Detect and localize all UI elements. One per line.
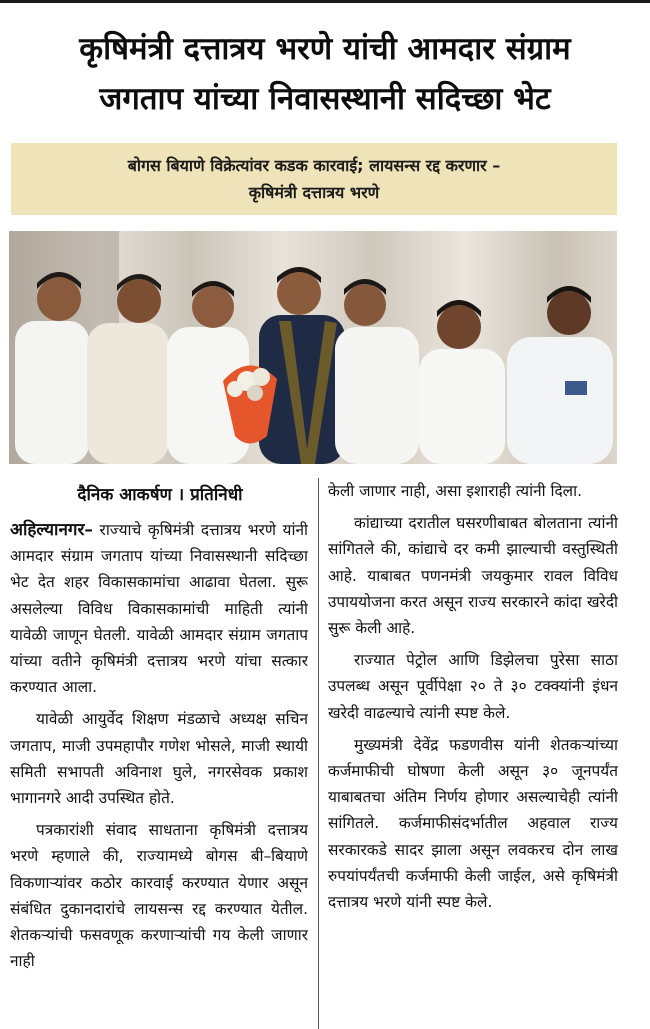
headline-line-1: कृषिमंत्री दत्तात्रय भरणे यांची आमदार संग्राम — [79, 31, 571, 67]
article-paragraph: केली जाणार नाही, असा इशाराही त्यांनी दिला. — [328, 482, 582, 500]
article-paragraph: कांद्याच्या दरातील घसरणीबाबत बोलताना त्यांनी सांगितले की, कांद्याचे दर कमी झाल्याची वस्तुस्थिती आहे. याबाबत पणनमंत्री जयकुमार रावल विविध उपाययोजना करत असून राज्य सरकारने कांदा खरेदी सुरू केली आहे. — [328, 514, 618, 638]
paragraph-text: राज्याचे कृषिमंत्री दत्तात्रय भरणे यांनी आमदार संग्राम जगताप यांच्या निवासस्थानी सदिच्छा भेट देत शहर विकासकामांचा आढावा घेतला. सुरू असलेल्या विविध विकासकामांची माहिती त्यांनी यावेळी जाणून घेतली. यावेळी आमदार संग्राम जगताप यांच्या वतीने कृषिमंत्री दत्तात्रय भरणे यांचा सत्कार करण्यात आला. — [10, 521, 308, 697]
group-photo — [9, 231, 617, 464]
top-rule — [0, 0, 650, 3]
article-column-2 — [328, 478, 618, 1029]
article-paragraph: मुख्यमंत्री देवेंद्र फडणवीस यांनी शेतकऱ्यांच्या कर्जमाफीची घोषणा केली असून ३० जूनपर्यंत याबाबतचा अंतिम निर्णय होणार असल्याचेही त्यांनी सांगितले. कर्जमाफीसंदर्भातील अहवाल राज्य सरकारकडे सादर झाला असून लवकरच दोन लाख रुपयांपर्यंतची कर्जमाफी केली जाईल, असे कृषिमंत्री दत्तात्रय भरणे यांनी स्पष्ट केले. — [328, 735, 618, 912]
dateline: अहिल्यानगर– — [10, 520, 93, 540]
group-photo-bouquet-icon — [9, 231, 617, 464]
subheadline-line-2: कृषिमंत्री दत्तात्रय भरणे — [248, 183, 380, 202]
subheadline-line-1: बोगस बियाणे विक्रेत्यांवर कडक कारवाई; लायसन्स रद्द करणार – — [127, 156, 501, 175]
column-divider — [318, 478, 319, 1029]
article-column-1 — [10, 517, 308, 1029]
article-paragraph: यावेळी आयुर्वेद शिक्षण मंडळाचे अध्यक्ष सचिन जगताप, माजी उपमहापौर गणेश भोसले, माजी स्थायी समिती सभापती अविनाश घुले, नगरसेवक प्रकाश भागानगरे आदी उपस्थित होते. — [10, 710, 308, 808]
headline-line-2: जगताप यांच्या निवासस्थानी सदिच्छा भेट — [99, 81, 551, 117]
headline — [6, 24, 644, 124]
subheadline-box — [11, 143, 617, 215]
article-paragraph — [10, 517, 308, 700]
article-paragraph: राज्यात पेट्रोल आणि डिझेलचा पुरेसा साठा उपलब्ध असून पूर्वीपेक्षा २० ते ३० टक्क्यांनी इंधन खरेदी वाढल्याचे त्यांनी स्पष्ट केले. — [328, 651, 618, 722]
article-paragraph: पत्रकारांशी संवाद साधताना कृषिमंत्री दत्तात्रय भरणे म्हणाले की, राज्यामध्ये बोगस बी–बियाणे विकणाऱ्यांवर कठोर कारवाई करण्यात येणार असून संबंधित दुकानदारांचे लायसन्स रद्द करण्यात येतील. शेतकऱ्यांची फसवणूक करणाऱ्यांची गय केली जाणार नाही — [10, 821, 308, 971]
byline: दैनिक आकर्षण । प्रतिनिधी — [77, 485, 243, 505]
